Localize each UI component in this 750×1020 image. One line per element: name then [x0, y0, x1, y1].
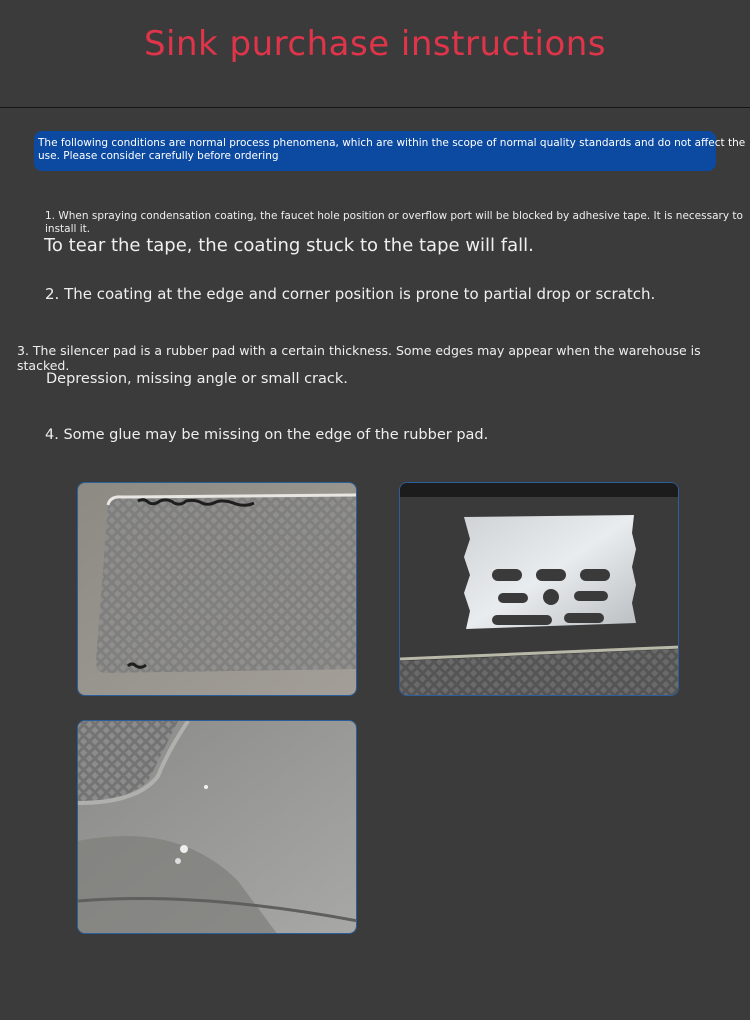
note-4: 4. Some glue may be missing on the edge of the rubber pad.	[45, 427, 489, 443]
photo-faucet-hole-tape	[399, 482, 679, 696]
page-title: Sink purchase instructions	[143, 24, 607, 64]
photo-corner-scratch	[77, 720, 357, 934]
title-divider	[0, 107, 750, 108]
note-3-continued: Depression, missing angle or small crack.	[46, 371, 348, 387]
note-1-continued: To tear the tape, the coating stuck to the tape will fall.	[44, 235, 534, 256]
note-3: 3. The silencer pad is a rubber pad with a certain thickness. Some edges may appear when the warehouse is stacked.	[17, 343, 701, 373]
note-2: 2. The coating at the edge and corner position is prone to partial drop or scratch.	[45, 285, 656, 303]
note-1: 1. When spraying condensation coating, the faucet hole position or overflow port will be blocked by adhesive tape. It is necessary to install it.	[45, 210, 743, 235]
photo-rubber-pad-edge	[77, 482, 357, 696]
notice-banner-text: The following conditions are normal process phenomena, which are within the scope of normal quality standards and do not affect the use. Please consider carefully before ordering	[38, 137, 746, 162]
